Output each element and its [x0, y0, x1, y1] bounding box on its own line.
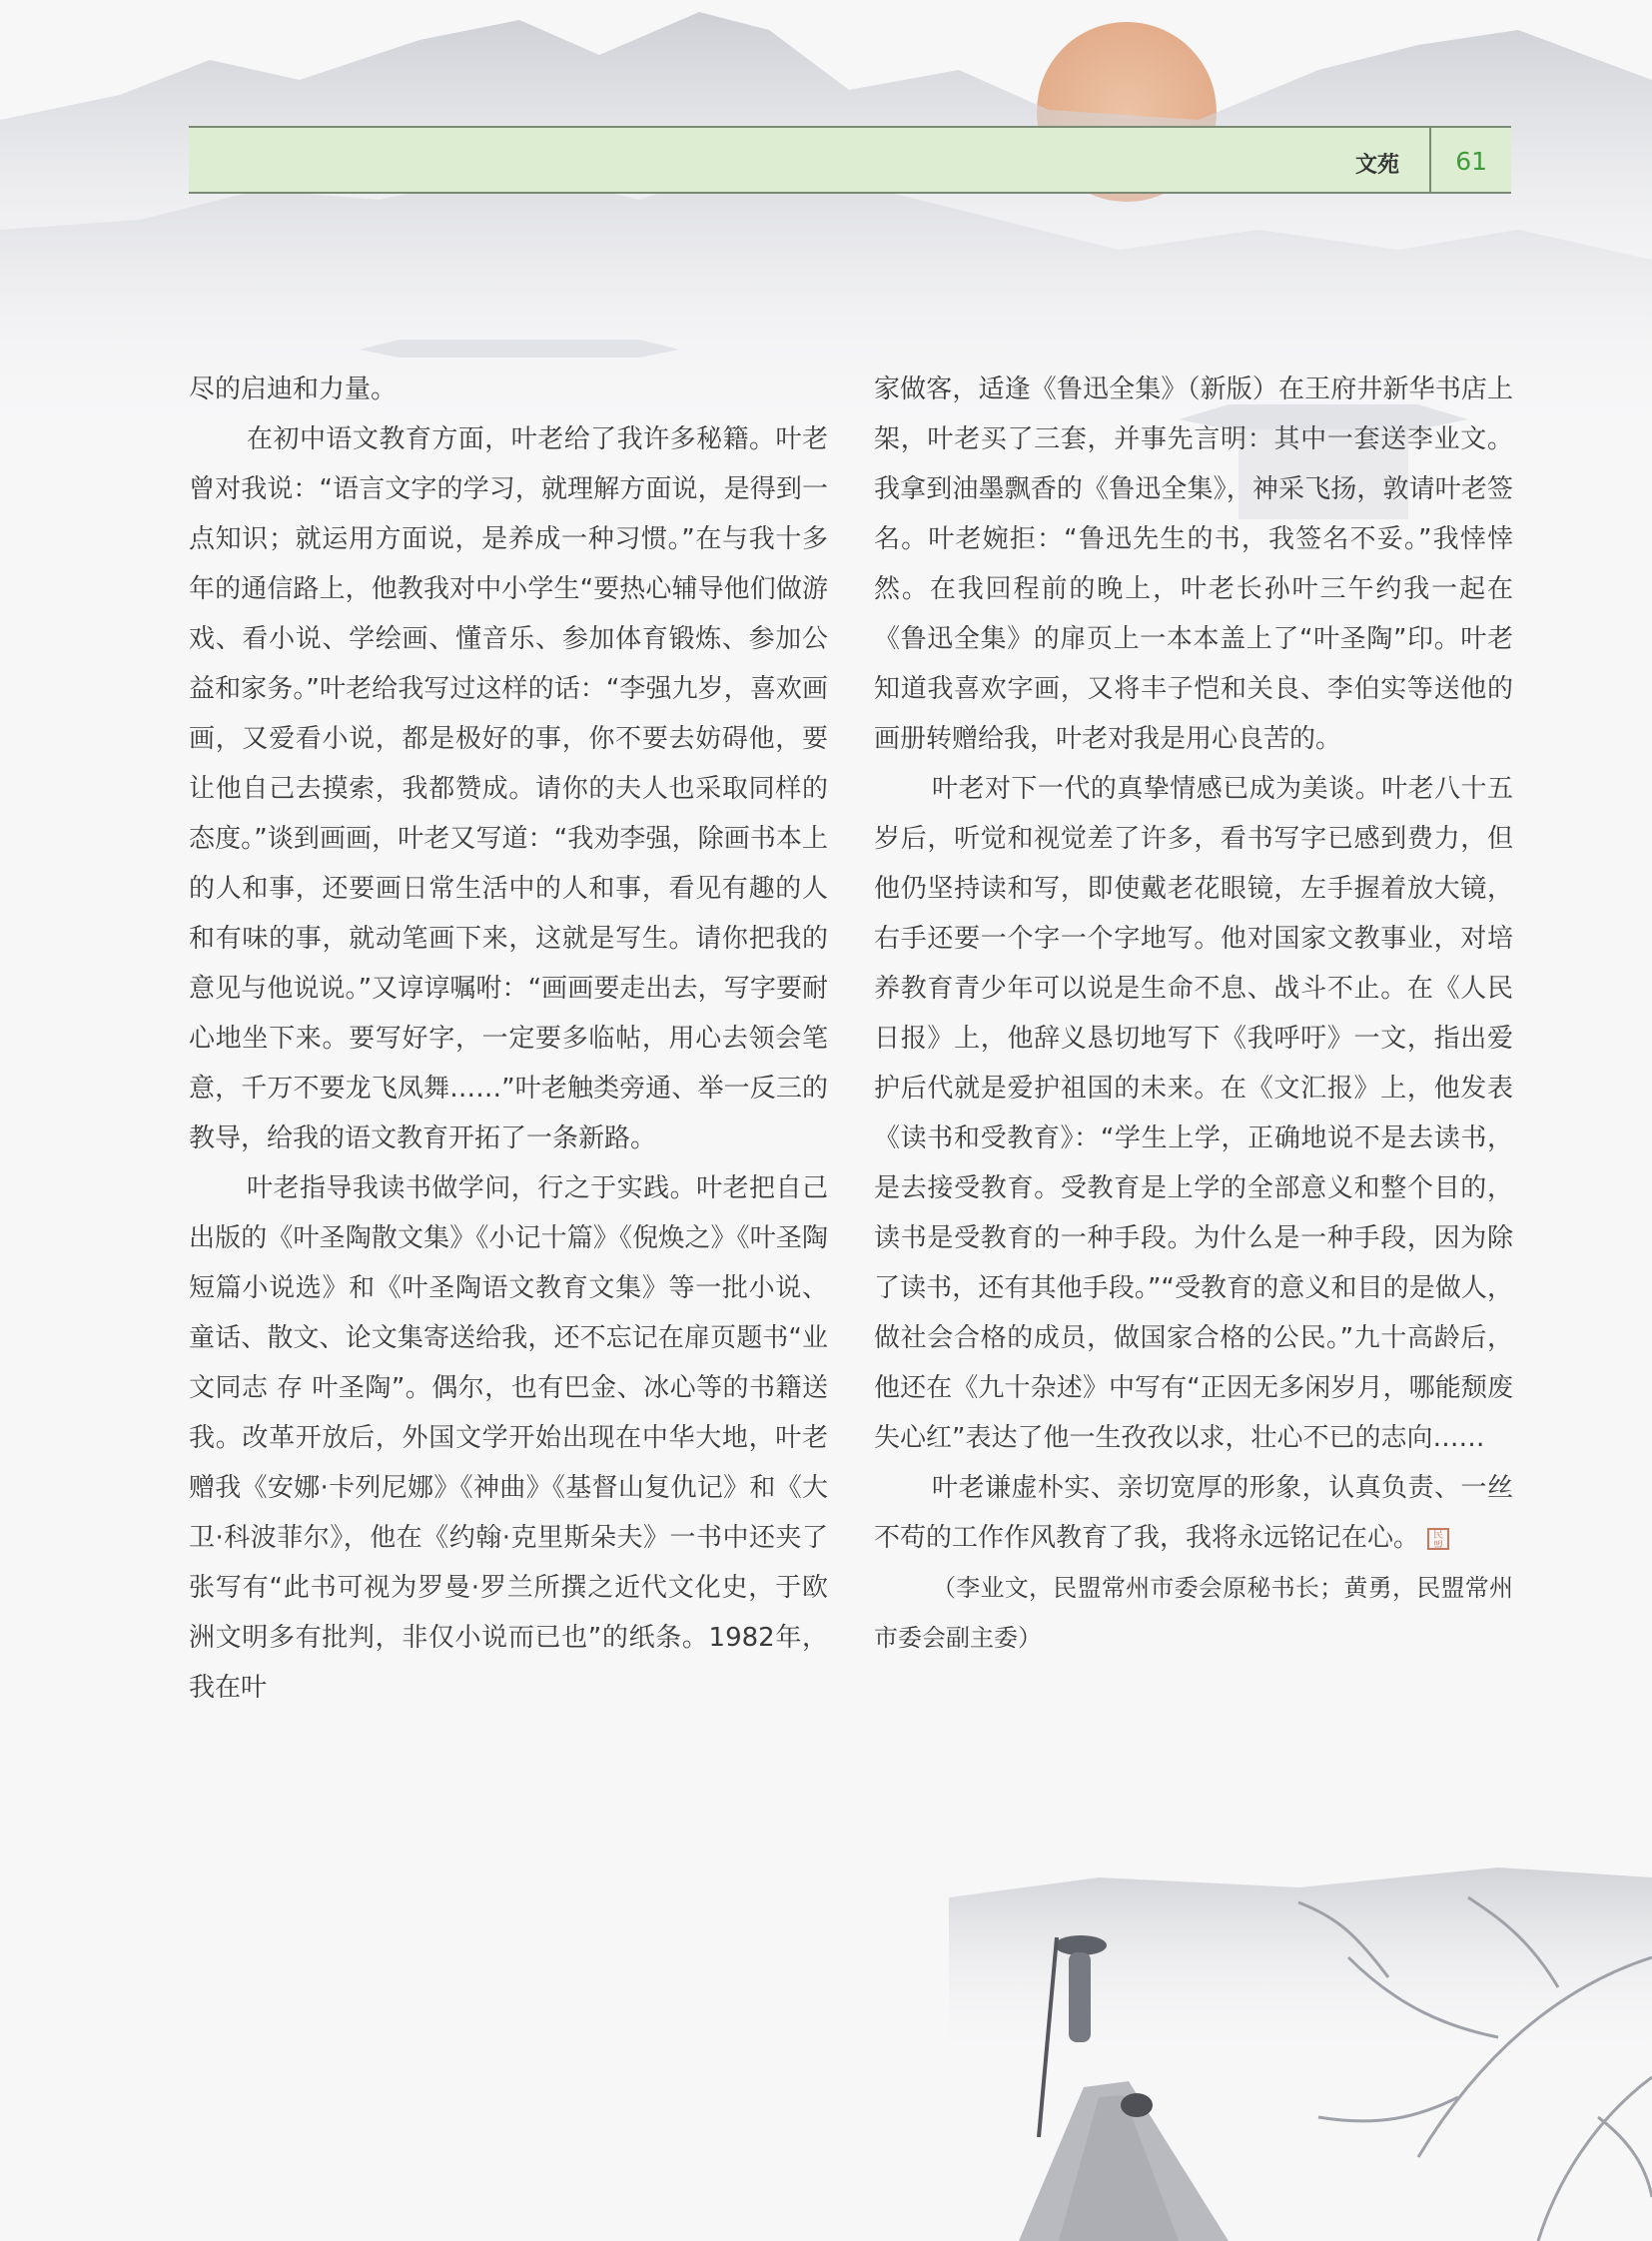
paragraph: 叶老指导我读书做学问，行之于实践。叶老把自己出版的《叶圣陶散文集》《小记十篇》《倪焕之》《叶圣陶短篇小说选》和《叶圣陶语文教育文集》等一批小说、童话、散文、论文集寄送给我，还不忘记在扉页题书“业文同志 存 叶圣陶”。偶尔，也有巴金、冰心等的书籍送我。改革开放后，外国文学开始出现在中华大地，叶老赠我《安娜·卡列尼娜》《神曲》《基督山复仇记》和《大卫·科波菲尔》，他在《约翰·克里斯朵夫》一书中还夹了张写有“此书可视为罗曼·罗兰所撰之近代文化史，于欧洲文明多有批判，非仅小说而已也”的纸条。1982年，我在叶 [189, 1173, 828, 1703]
page-header [189, 126, 1511, 194]
section-title: 文苑 [1354, 152, 1399, 178]
author-byline: （李业文，民盟常州市委会原秘书长；黄勇，民盟常州市委会副主委） [874, 1574, 1513, 1652]
end-mark-seal-icon: 民盟 [1427, 1528, 1449, 1550]
paragraph: 家做客，适逢《鲁迅全集》（新版）在王府井新华书店上架，叶老买了三套，并事先言明：其中一套送李业文。我拿到油墨飘香的《鲁迅全集》，神采飞扬，敦请叶老签名。叶老婉拒：“鲁迅先生的书，我签名不妥。”我悻悻然。在我回程前的晚上，叶老长孙叶三午约我一起在《鲁迅全集》的扉页上一本本盖上了“叶圣陶”印。叶老知道我喜欢字画，又将丰子恺和关良、李伯实等送他的画册转赠给我，叶老对我是用心良苦的。 [874, 374, 1513, 754]
closing-text: 叶老谦虚朴实、亲切宽厚的形象，认真负责、一丝不苟的工作作风教育了我，我将永远铭记在心。 [874, 1473, 1513, 1553]
header-divider [1429, 128, 1431, 192]
page-number: 61 [1455, 147, 1487, 176]
closing-paragraph [874, 1463, 1513, 1563]
paragraph: 尽的启迪和力量。 [189, 374, 398, 404]
article-column-right [874, 365, 1513, 1663]
paragraph: 在初中语文教育方面，叶老给了我许多秘籍。叶老曾对我说：“语言文字的学习，就理解方面说，是得到一点知识；就运用方面说，是养成一种习惯。”在与我十多年的通信路上，他教我对中小学生“要热心辅导他们做游戏、看小说、学绘画、懂音乐、参加体育锻炼、参加公益和家务。”叶老给我写过这样的话：“李强九岁，喜欢画画，又爱看小说，都是极好的事，你不要去妨碍他，要让他自己去摸索，我都赞成。请你的夫人也采取同样的态度。”谈到画画，叶老又写道：“我劝李强，除画书本上的人和事，还要画日常生活中的人和事，看见有趣的人和有味的事，就动笔画下来，这就是写生。请你把我的意见与他说说。”又谆谆嘱咐：“画画要走出去，写字要耐心地坐下来。要写好字，一定要多临帖，用心去领会笔意，千万不要龙飞凤舞……”叶老触类旁通、举一反三的教导，给我的语文教育开拓了一条新路。 [189, 424, 828, 1153]
paragraph: 叶老对下一代的真挚情感已成为美谈。叶老八十五岁后，听觉和视觉差了许多，看书写字已感到费力，但他仍坚持读和写，即使戴老花眼镜，左手握着放大镜，右手还要一个字一个字地写。他对国家文教事业，对培养教育青少年可以说是生命不息、战斗不止。在《人民日报》上，他辞义恳切地写下《我呼吁》一文，指出爱护后代就是爱护祖国的未来。在《文汇报》上，他发表《读书和受教育》：“学生上学，正确地说不是去读书，是去接受教育。受教育是上学的全部意义和整个目的，读书是受教育的一种手段。为什么是一种手段，因为除了读书，还有其他手段。”“受教育的意义和目的是做人，做社会合格的成员，做国家合格的公民。”九十高龄后，他还在《九十杂述》中写有“正因无多闲岁月，哪能颓废失心红”表达了他一生孜孜以求，壮心不已的志向…… [874, 774, 1513, 1453]
article-column-left [189, 365, 828, 1713]
